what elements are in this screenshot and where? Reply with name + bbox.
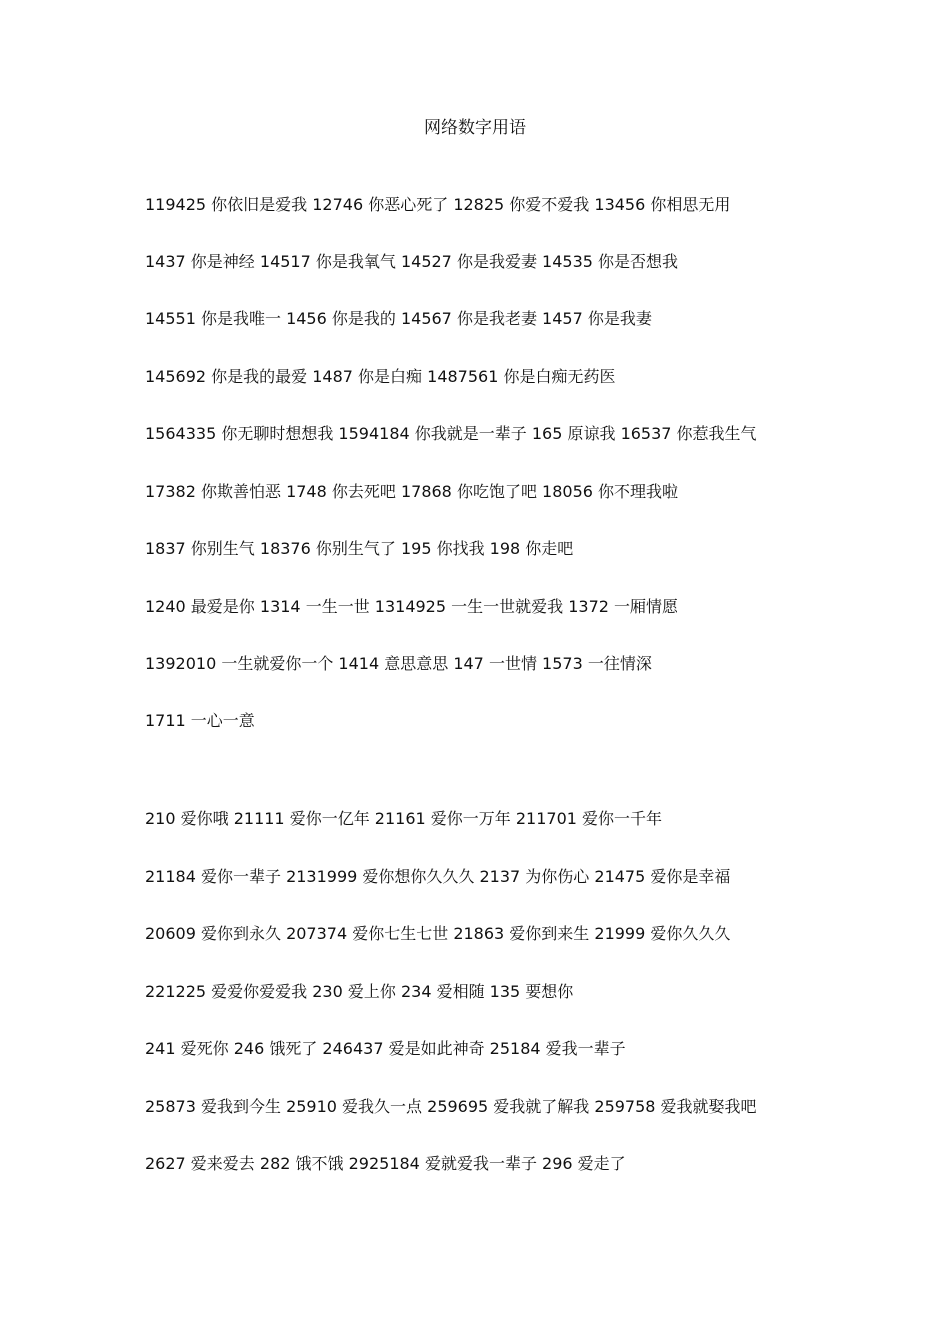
paragraph: 1837 你别生气 18376 你别生气了 195 你找我 198 你走吧 — [145, 539, 574, 558]
paragraph: 1564335 你无聊时想想我 1594184 你我就是一辈子 165 原谅我 16537 你惹我生气 — [145, 424, 757, 443]
paragraph: 1240 最爱是你 1314 一生一世 1314925 一生一世就爱我 1372 一厢情愿 — [145, 597, 679, 616]
paragraph: 145692 你是我的最爱 1487 你是白痴 1487561 你是白痴无药医 — [145, 367, 616, 386]
paragraph: 1392010 一生就爱你一个 1414 意思意思 147 一世情 1573 一往情深 — [145, 654, 652, 673]
paragraph: 20609 爱你到永久 207374 爱你七生七世 21863 爱你到来生 21999 爱你久久久 — [145, 924, 731, 943]
document-title: 网络数字用语 — [424, 118, 526, 138]
paragraph: 221225 爱爱你爱爱我 230 爱上你 234 爱相随 135 要想你 — [145, 982, 574, 1001]
paragraph: 1711 一心一意 — [145, 711, 255, 730]
paragraph: 119425 你依旧是爱我 12746 你恶心死了 12825 你爱不爱我 13456 你相思无用 — [145, 195, 731, 214]
paragraph: 210 爱你哦 21111 爱你一亿年 21161 爱你一万年 211701 爱你一千年 — [145, 809, 663, 828]
paragraph: 21184 爱你一辈子 2131999 爱你想你久久久 2137 为你伤心 21475 爱你是幸福 — [145, 867, 731, 886]
paragraph: 25873 爱我到今生 25910 爱我久一点 259695 爱我就了解我 259758 爱我就娶我吧 — [145, 1097, 757, 1116]
paragraph: 2627 爱来爱去 282 饿不饿 2925184 爱就爱我一辈子 296 爱走了 — [145, 1154, 626, 1173]
paragraph: 14551 你是我唯一 1456 你是我的 14567 你是我老妻 1457 你是我妻 — [145, 309, 652, 328]
paragraph: 1437 你是神经 14517 你是我氧气 14527 你是我爱妻 14535 你是否想我 — [145, 252, 679, 271]
paragraph: 17382 你欺善怕恶 1748 你去死吧 17868 你吃饱了吧 18056 你不理我啦 — [145, 482, 679, 501]
paragraph: 241 爱死你 246 饿死了 246437 爱是如此神奇 25184 爱我一辈子 — [145, 1039, 626, 1058]
